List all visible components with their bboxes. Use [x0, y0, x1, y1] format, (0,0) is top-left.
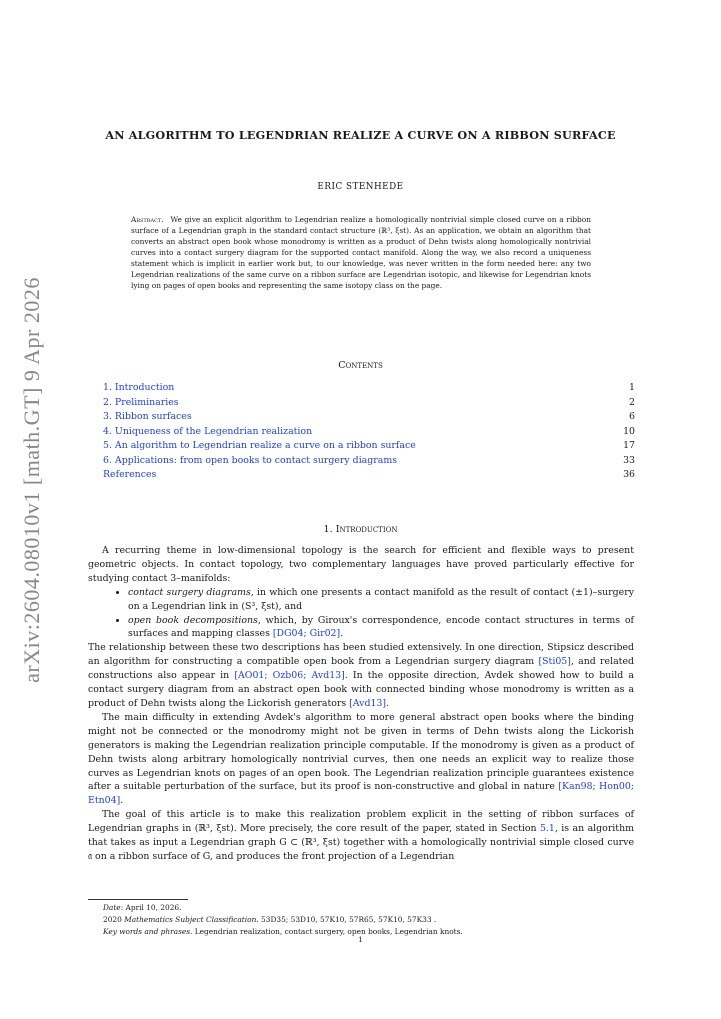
toc-page: 36: [623, 469, 635, 480]
text: The main difficulty in extending Avdek's algorithm to more general abstract open books where the binding might not be connected or the monodromy might not be given in terms of Dehn twists along the Lickorish generators is making the Legendrian realization principle computable. If the monodromy is given as a product of Dehn twists along arbitrary homologically nontrivial curves, then one needs an explicit way to realize those curves as Legendrian knots on pages of an open book. The Legendrian realization principle guarantees existence after a suitable perturbation of the surface, but its proof is non-constructive and global in nature: [88, 711, 634, 793]
toc-title[interactable]: 1. Introduction: [103, 382, 175, 393]
text: , is an algorithm that takes as input a Legendrian graph G ⊂ (ℝ³, ξst) together with a homologically nontrivial simple closed curve 𝔞 on a ribbon surface of G, and produces the front projection of a Legendrian: [88, 823, 635, 862]
toc-page: 10: [623, 425, 635, 437]
toc-page: 6: [629, 411, 635, 422]
footnote-msc: [103, 914, 633, 926]
introduction-body: [88, 544, 634, 864]
abstract: [131, 214, 591, 291]
toc-title[interactable]: 3. Ribbon surfaces: [103, 411, 192, 422]
toc-entry-references[interactable]: [103, 468, 635, 483]
label: Mathematics Subject Classification.: [124, 915, 259, 924]
list-text: , in which one presents a contact manifold as the result of contact (±1)–surgery on a Legendrian link in (S³, ξst), and: [128, 586, 634, 612]
label: 2020: [103, 915, 125, 924]
toc-entry-introduction[interactable]: [103, 381, 635, 396]
list-item: • open book decompositions, which, by Giroux's correspondence, encode contact structures in terms of surfaces and mapping classes [DG04; Gir02].: [128, 614, 634, 642]
citation-link[interactable]: [Avd13]: [349, 697, 387, 709]
value: Legendrian realization, contact surgery, open books, Legendrian knots.: [192, 927, 463, 936]
paper-title: AN ALGORITHM TO LEGENDRIAN REALIZE A CURVE ON A RIBBON SURFACE: [105, 128, 616, 142]
text: The relationship between these two descriptions has been studied extensively. In one direction, Stipsicz described an algorithm for constructing a compatible open book from a Legendrian surgery diagram: [88, 642, 634, 668]
toc-page: 1: [629, 382, 635, 393]
paragraph: [88, 808, 634, 864]
toc-title[interactable]: References: [103, 469, 157, 480]
page-number: 1: [358, 935, 363, 944]
footnotes: [103, 902, 633, 938]
toc-entry-preliminaries[interactable]: [103, 396, 635, 411]
toc-entry-algorithm[interactable]: [103, 439, 635, 454]
arxiv-id-text: arXiv:2604.08010v1 [math.GT] 9 Apr 2026: [19, 277, 44, 683]
paper-author: ERIC STENHEDE: [317, 182, 404, 192]
footnote-date: [103, 902, 633, 914]
paragraph: A recurring theme in low-dimensional topology is the search for efficient and flexible ways to present geometric objects. In contact topology, two complementary languages have proved particularly effective for studying contact 3–manifolds:: [88, 545, 634, 584]
arxiv-identifier: [12, 277, 52, 683]
table-of-contents: [103, 381, 635, 483]
list-item: [128, 586, 634, 614]
value: : April 10, 2026.: [120, 903, 182, 912]
citation-link[interactable]: [Sti05]: [538, 656, 571, 668]
term: open book decompositions: [128, 614, 258, 626]
citation-link[interactable]: [Kan98; Hon00; Etn04]: [88, 781, 634, 807]
text: The goal of this article is to make this realization problem explicit in the setting of ribbon surfaces of Legendrian graphs in (ℝ³, ξst). More precisely, the core result of the paper, stated in Section: [88, 809, 634, 835]
citation-link[interactable]: [DG04; Gir02]: [272, 628, 341, 640]
abstract-heading: Abstract.: [131, 215, 164, 224]
term: contact surgery diagrams: [128, 586, 251, 598]
toc-title[interactable]: 2. Preliminaries: [103, 396, 179, 408]
toc-entry-ribbon-surfaces[interactable]: [103, 410, 635, 425]
toc-title[interactable]: 6. Applications: from open books to contact surgery diagrams: [103, 454, 398, 466]
footnote-divider: [88, 899, 188, 900]
section-heading-introduction: 1. Introduction: [323, 524, 398, 535]
toc-entry-uniqueness[interactable]: [103, 425, 635, 440]
abstract-text: We give an explicit algorithm to Legendrian realize a homologically nontrivial simple closed curve on a ribbon surface of a Legendrian graph in the standard contact structure (ℝ³, ξst). As an application, we obtain an algorithm that converts an abstract open book whose monodromy is written as a product of Dehn twists along homologically nontrivial curves into a contact surgery diagram for the supported contact manifold. Along the way, we also record a uniqueness statement which is implicit in earlier work but, to our knowledge, was never written in the form needed here: any two Legendrian realizations of the same curve on a ribbon surface are Legendrian isotopic, and likewise for Legendrian knots lying on pages of open books and representing the same isotopy class on the page.: [131, 215, 591, 290]
section-link[interactable]: 5.1: [539, 823, 555, 835]
toc-title[interactable]: 5. An algorithm to Legendrian realize a curve on a ribbon surface: [103, 440, 416, 451]
toc-page: 33: [623, 454, 635, 466]
citation-link[interactable]: [AO01; Ozb06; Avd13]: [234, 670, 345, 682]
contents-heading: Contents: [338, 360, 383, 371]
toc-title[interactable]: 4. Uniqueness of the Legendrian realization: [103, 425, 313, 437]
label: Key words and phrases.: [103, 927, 193, 936]
bullet-list: [88, 586, 634, 642]
text: , and related constructions also appear in: [88, 656, 634, 682]
text: . In the opposite direction, Avdek showed how to build a contact surgery diagram from an abstract open book with connected binding whose monodromy is written as a product of Dehn twists along the Lickorish generators: [88, 670, 634, 709]
value: 53D35; 53D10, 57K10, 57R65, 57K10, 57K33 .: [258, 915, 437, 924]
toc-entry-applications[interactable]: [103, 454, 635, 469]
toc-page: 17: [623, 440, 635, 451]
list-text: , which, by Giroux's correspondence, encode contact structures in terms of surfaces and mapping classes: [128, 614, 634, 640]
paragraph: The main difficulty in extending Avdek's algorithm to more general abstract open books where the binding might not be connected or the monodromy might not be given in terms of Dehn twists along the Lickorish generators is making the Legendrian realization principle computable. If the monodromy is given as a product of Dehn twists along arbitrary homologically nontrivial curves, then one needs an explicit way to realize those curves as Legendrian knots on pages of an open book. The Legendrian realization principle guarantees existence after a suitable perturbation of the surface, but its proof is non-constructive and global in nature [Kan98; Hon00; Etn04].: [88, 711, 634, 807]
paragraph: The relationship between these two descriptions has been studied extensively. In one direction, Stipsicz described an algorithm for constructing a compatible open book from a Legendrian surgery diagram [Sti05], and related constructions also appear in [AO01; Ozb06; Avd13]. In the opposite direction, Avdek showed how to build a contact surgery diagram from an abstract open book with connected binding whose monodromy is written as a product of Dehn twists along the Lickorish generators [Avd13].: [88, 642, 634, 709]
toc-page: 2: [629, 396, 635, 408]
label: Date: [103, 903, 121, 912]
